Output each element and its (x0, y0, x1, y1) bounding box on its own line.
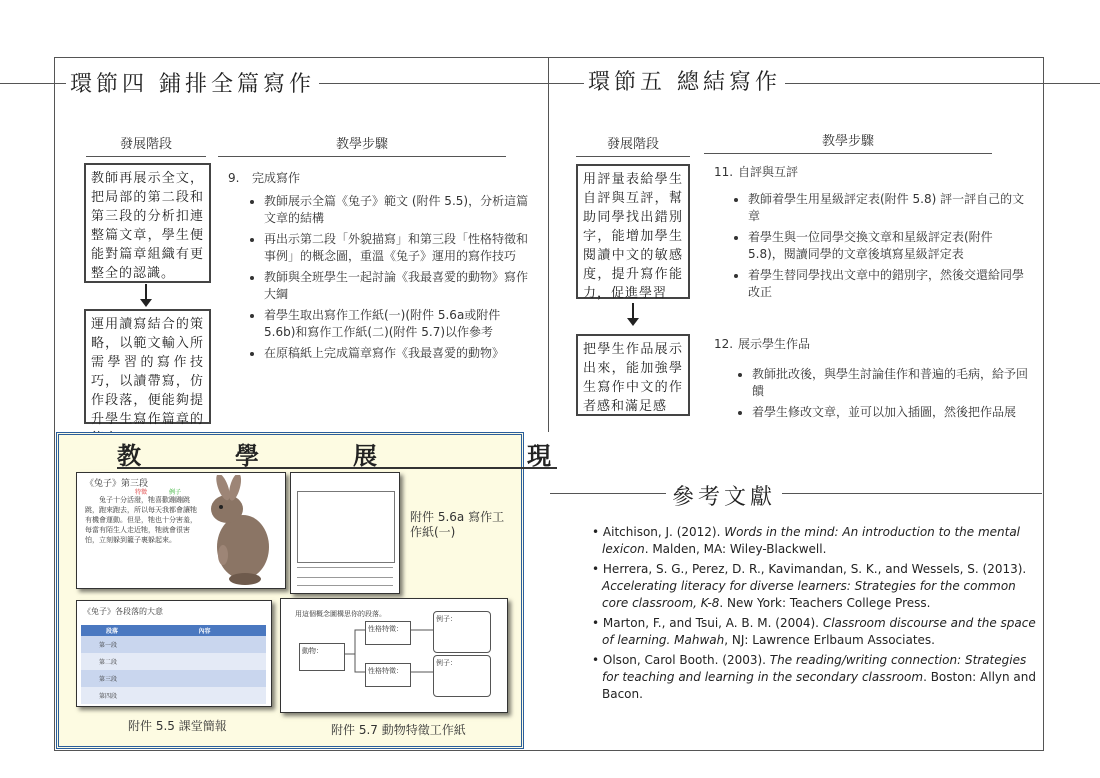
section4-stage-box-2: 運用讀寫結合的策略，以範文輸入所需學習的寫作技巧，以讀帶寫，仿作段落，便能夠提升學生寫作篇章的 (84, 309, 211, 424)
summary-table-cell: 第一段 (99, 642, 118, 649)
step-12-bullet: • 教師批改後，與學生討論佳作和普遍的毛病，給予回饋 (752, 366, 1028, 400)
step-9-label: 完成寫作 (252, 171, 301, 185)
summary-table-header: 段落 (105, 628, 118, 635)
step-12-label: 展示學生作品 (738, 337, 811, 351)
caption-55: 附件 5.5 課堂簡報 (128, 719, 227, 733)
summary-table-cell: 第四段 (99, 693, 118, 700)
caption-57: 附件 5.7 動物特徵工作紙 (331, 723, 466, 737)
reference-item: • Marton, F., and Tsui, A. B. M. (2004). Classroom discourse and the space of learning. Mahwah, NJ: Lawrence Erlbaum Associates. (602, 615, 1042, 649)
step-9-bullet: • 教師展示全篇《兔子》範文 (附件 5.5)，分析這篇文章的結構 (264, 193, 532, 227)
column-divider (548, 57, 549, 432)
diagram-example-2: 例子： (433, 655, 491, 697)
concept-diagram-card (280, 598, 508, 713)
teaching-showcase-panel (56, 432, 551, 749)
rabbit-card-body: 兔子十分活潑，牠喜歡蹦蹦跳跳，跑來跑去，所以每天我都會讓牠有機會運動。但是，牠也十分害羞，每當有陌生人走近牠，牠就會很害怕，立刻躲到籠子裏躲起來。 (85, 496, 197, 544)
showcase-title-char: 展 (353, 441, 377, 470)
references-title: 參考文獻 (666, 480, 782, 511)
references-title-line (550, 493, 1042, 494)
step-9-bullet: • 再出示第二段「外貌描寫」和第三段「性格特徵和事例」的概念圖，重溫《兔子》運用的寫作技巧 (264, 231, 532, 265)
example-tag: 例子 (169, 489, 182, 496)
showcase-title-char: 學 (235, 441, 259, 470)
step-11 (714, 163, 798, 181)
section5-title: 環節五 總結寫作 (584, 70, 785, 96)
section5-arrow (632, 303, 634, 319)
step-12-bullets (740, 366, 1028, 425)
step-11-label: 自評與互評 (738, 165, 799, 179)
summary-table-cell: 第三段 (99, 676, 118, 683)
diagram-animal: 動物： (299, 643, 345, 671)
summary-table-card (76, 600, 272, 707)
section4-stage-box-1: 教師再展示全文，把局部的第二段和第三段的分析扣連整篇文章，學生便能對篇章組織有更整全的認識。 (84, 163, 211, 283)
section4-arrow (145, 284, 147, 300)
step-12 (714, 335, 810, 353)
showcase-title (117, 437, 557, 469)
section4-stage-header: 發展階段 (86, 133, 206, 157)
diagram-trait-1: 性格特徵： (365, 621, 411, 645)
summary-table-title: 《兔子》各段落的大意 (83, 607, 163, 616)
step-9-bullet: • 着學生取出寫作工作紙(一)(附件 5.6a或附件 5.6b)和寫作工作紙(二)(附件 5.7)以作參考 (264, 307, 532, 341)
section5-steps-header: 教學步驟 (704, 130, 992, 154)
summary-table-cell: 第二段 (99, 659, 118, 666)
section4-steps-header: 教學步驟 (218, 133, 506, 157)
section4-title: 環節四 鋪排全篇寫作 (66, 72, 319, 98)
rabbit-card-title: 《兔子》第三段 (85, 479, 149, 489)
step-9-number: 9. (228, 171, 240, 185)
diagram-title: 用這個概念圖構思你的段落。 (295, 610, 386, 618)
step-9-bullet: • 教師與全班學生一起討論《我最喜愛的動物》寫作大綱 (264, 269, 532, 303)
diagram-connectors (281, 599, 509, 714)
summary-table-header: 內容 (198, 628, 211, 635)
step-9-bullet: • 在原稿紙上完成篇章寫作《我最喜愛的動物》 (264, 345, 532, 362)
rabbit-illustration (193, 475, 283, 587)
step-11-bullet: • 着學生與一位同學交換文章和星級評定表(附件 5.8)，閱讀同學的文章後填寫星級評定表 (748, 229, 1028, 263)
section5-stage-box-2: 把學生作品展示出來，能加強學生寫作中文的作者感和滿足感 (576, 334, 690, 416)
step-12-number: 12. (714, 337, 734, 351)
step-12-bullet: • 着學生修改文章，並可以加入插圖，然後把作品展 (752, 404, 1028, 421)
showcase-title-char: 教 (117, 441, 141, 470)
trait-tag: 特徵 (135, 489, 148, 496)
step-11-number: 11. (714, 165, 734, 179)
references-list (592, 524, 1042, 706)
step-11-bullets (736, 191, 1028, 305)
worksheet-56a-card (290, 472, 400, 594)
reference-item: • Olson, Carol Booth. (2003). The reading/writing connection: Strategies for teaching and learning in the secondary classroom. Boston: Allyn and Bacon. (602, 652, 1042, 703)
step-9 (228, 169, 300, 187)
step-9-bullets (252, 193, 532, 366)
section5-stage-header: 發展階段 (576, 133, 690, 157)
caption-56a: 附件 5.6a 寫作工作紙(一) (410, 510, 505, 539)
rabbit-paragraph-card (76, 472, 286, 589)
step-11-bullet: • 着學生替同學找出文章中的錯別字，然後交還給同學改正 (748, 267, 1028, 301)
diagram-example-1: 例子： (433, 611, 491, 653)
diagram-trait-2: 性格特徵： (365, 663, 411, 687)
reference-item: • Aitchison, J. (2012). Words in the mind: An introduction to the mental lexicon. Malden, MA: Wiley-Blackwell. (602, 524, 1042, 558)
reference-item: • Herrera, S. G., Perez, D. R., Kavimandan, S. K., and Wessels, S. (2013). Accelerating literacy for diverse learners: Strategies for the common core classroom, K-8. New York: Teachers College Press. (602, 561, 1042, 612)
showcase-title-char: 現 (527, 441, 551, 470)
section5-stage-box-1: 用評量表給學生自評與互評，幫助同學找出錯別字，能增加學生閱讀中文的敏感度，提升寫作能力，促進學習 (576, 164, 690, 299)
summary-table (81, 625, 266, 704)
step-11-bullet: • 教師着學生用星級評定表(附件 5.8) 評一評自己的文章 (748, 191, 1028, 225)
